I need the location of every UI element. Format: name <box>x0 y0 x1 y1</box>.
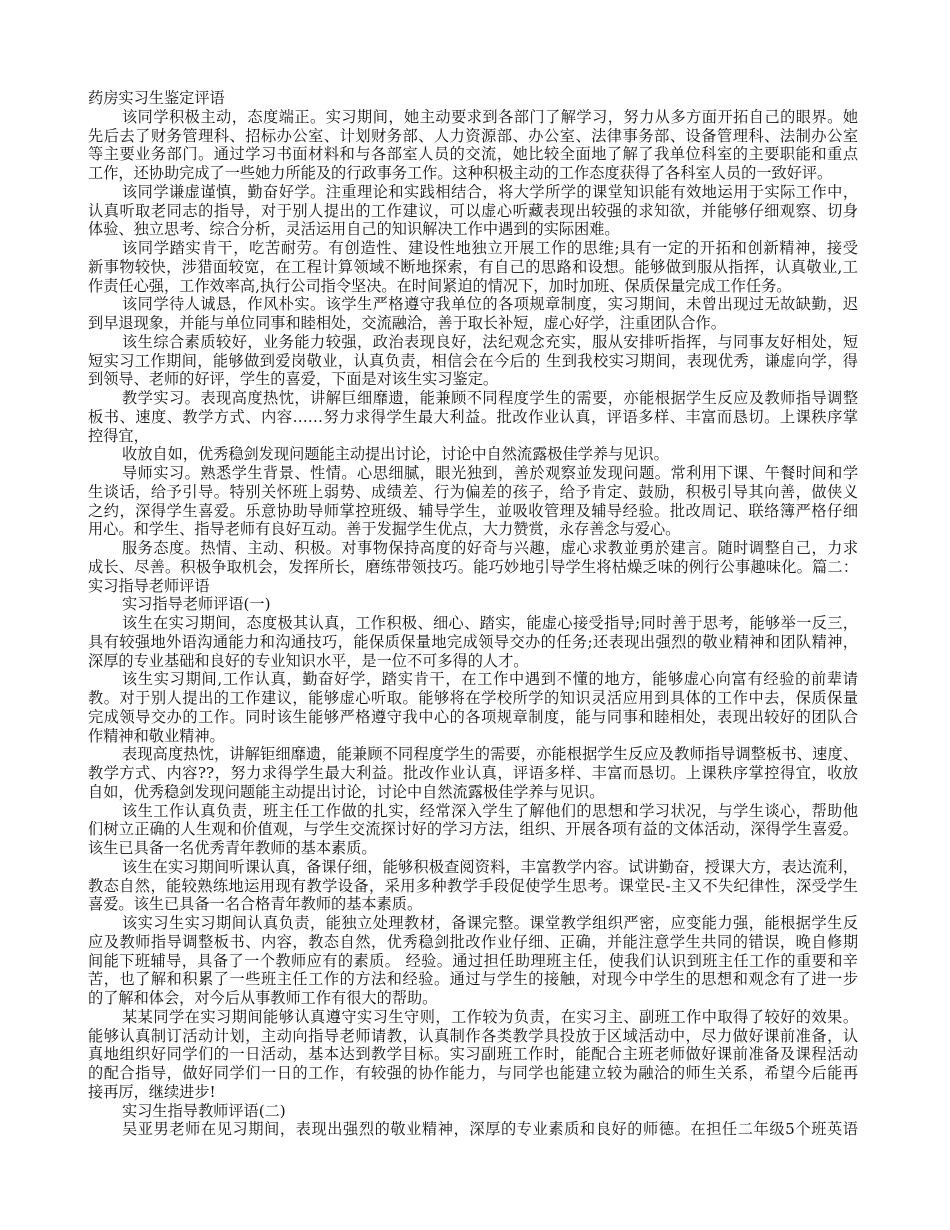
text-line: 该生在实习期间，态度极其认真，工作积极、细心、踏实，能虚心接受指导;同时善于思考，能够举一反三， <box>122 614 858 632</box>
paragraph <box>88 389 858 445</box>
paragraph <box>88 464 858 539</box>
text-line: 教学实习。表现高度热忱，讲解巨细靡遗，能兼顾不同程度学生的需要，亦能根据学生反应及教师指导调整 <box>122 389 858 407</box>
text-line: 该同学谦虚谨慎，勤奋好学。注重理论和实践相结合，将大学所学的课堂知识能有效地运用于实际工作中， <box>122 182 858 201</box>
text-line: 的了解和体会，对今后从事教师工作有很大的帮助。 <box>88 989 438 1007</box>
text-line: 该生在实习期间听课认真，备课仔细，能够积极查阅资料，丰富教学内容。试讲勤奋，授课大方，表达流利， <box>122 857 858 876</box>
text-line: 之约，深得学生喜爱。乐意协助导师掌控班级、辅导学生，並吸收管理及辅导经验。批改周记、联络簿严格仔细 <box>88 501 858 520</box>
paragraph <box>88 108 858 183</box>
text-line: 生谈话，给予引导。特别关怀班上弱势、成绩差、行为偏差的孩子，给予肯定、鼓励，积极引导其向善，做侠义 <box>88 482 858 501</box>
text-line: 控得宜， <box>88 426 149 445</box>
paragraph <box>88 858 858 914</box>
text-line: 苦，也了解和积累了一些班主任工作的方法和经验。通过与学生的接触，对现今中学生的思想和观念有了进一步 <box>88 970 858 989</box>
text-line: 自如，优秀稳剑发现问题能主动提出讨论，讨论中自然流露极佳学养与见识。 <box>88 782 605 801</box>
paragraph <box>88 445 858 464</box>
text-line: 吴亚男老师在见习期间，表现出强烈的敬业精神，深厚的专业素质和良好的师德。在担任二年级5个班英语 <box>122 1120 858 1139</box>
paragraph <box>88 333 858 389</box>
document-body <box>88 89 858 1139</box>
text-line: 工作，还协助完成了一些她力所能及的行政事务工作。这种积极主动的工作态度获得了各科室人员的一致好评。 <box>88 164 833 182</box>
text-line: 能够认真制订活动计划，主动向指导老师请教，认真制作各类教学具投放于区域活动中，尽力做好课前准备，认 <box>88 1026 858 1045</box>
text-line: 实习指导老师评语(一) <box>122 595 271 614</box>
text-line: 具有较强地外语沟通能力和沟通技巧，能保质保量地完成领导交办的任务;还表现出强烈的敬业精神和团队精神， <box>88 632 858 651</box>
paragraph <box>88 1008 858 1102</box>
text-line: 表现高度热忱，讲解钜细靡遗，能兼顾不同程度学生的需要，亦能根据学生反应及教师指导调整板书、速度、 <box>122 745 858 764</box>
text-line: 实习生指导教师评语(二) <box>122 1101 286 1120</box>
text-line: 完成领导交办的工作。同时该生能够严格遵守我中心的各项规章制度，能与同事和睦相处，表现出较好的团队合 <box>88 707 858 726</box>
document-title <box>88 89 858 108</box>
text-line: 教。对于别人提出的工作建议，能够虚心听取。能够将在学校所学的知识灵活应用到具体的工作中去，保质保量 <box>88 689 858 707</box>
text-line: 间能下班辅导，具备了一个教师应有的素质。 经验。通过担任助理班主任，使我们认识到班主任工作的重要和辛 <box>88 951 858 970</box>
text-line: 认真听取老同志的指导，对于别人提出的工作建议，可以虚心听藏表现出较强的求知欲，并能够仔细观察、切身 <box>88 201 858 220</box>
text-line: 作责任心强，工作效率高,执行公司指令坚决。在时间紧迫的情况下，加时加班、保质保量完成工作任务。 <box>88 276 792 295</box>
text-line: 该实习生实习期间认真负责，能独立处理教材，备课完整。课堂教学组织严密，应变能力强，能根据学生反 <box>122 914 858 932</box>
text-line: 先后去了财务管理科、招标办公室、计划财务部、人力资源部、办公室、法律事务部、设备管理科、法制办公室 <box>88 126 858 145</box>
paragraph <box>88 183 858 239</box>
text-line: 该同学积极主动，态度端正。实习期间，她主动要求到各部门了解学习，努力从多方面开拓自己的眼界。她 <box>122 107 858 126</box>
text-line: 导师实习。熟悉学生背景、性情。心思细腻，眼光独到，善於观察並发现问题。常利用下课、午餐时间和学 <box>122 464 858 482</box>
text-line: 服务态度。热情、主动、积极。对事物保持高度的好奇与兴趣，虚心求教並勇於建言。随时调整自己，力求 <box>122 539 858 557</box>
paragraph <box>88 802 858 858</box>
text-line: 体验、独立思考、综合分析，灵活运用自己的知识解决工作中遇到的实际困难。 <box>88 220 620 239</box>
paragraph <box>88 239 858 295</box>
text-line: 到领导、老师的好评，学生的喜爱，下面是对该生实习鉴定。 <box>88 370 499 389</box>
text-line: 实习指导老师评语 <box>88 576 210 595</box>
text-line: 等主要业务部门。通过学习书面材料和与各部室人员的交流，她比较全面地了解了我单位科室的主要职能和重点 <box>88 145 858 164</box>
text-line: 该生已具备一名优秀青年教师的基本素质。 <box>88 839 377 857</box>
text-line: 喜爱。该生已具备一名合格青年教师的基本素质。 <box>88 895 423 914</box>
text-line: 应及教师指导调整板书、内容，教态自然，优秀稳剑批改作业仔细、正确，并能注意学生共同的错误，晚自修期 <box>88 932 858 951</box>
paragraph <box>88 1120 858 1139</box>
section-heading <box>88 1102 858 1121</box>
text-line: 接再厉，继续进步! <box>88 1082 216 1101</box>
text-line: 作精神和敬业精神。 <box>88 726 225 745</box>
text-line: 真地组织好同学们的一日活动，基本达到教学目标。实习副班工作时，能配合主班老师做好课前准备及课程活动 <box>88 1045 858 1064</box>
paragraph <box>88 914 858 1008</box>
text-line: 该生工作认真负责，班主任工作做的扎实，经常深入学生了解他们的思想和学习状况，与学生谈心，帮助他 <box>122 801 858 820</box>
text-line: 教态自然，能较熟练地运用现有教学设备，采用多种教学手段促使学生思考。课堂民-主又不失纪律性，深受学生 <box>88 876 858 895</box>
paragraph <box>88 295 858 333</box>
paragraph <box>88 745 858 801</box>
text-line: 板书、速度、教学方式、内容……努力求得学生最大利益。批改作业认真，评语多样、丰富而恳切。上课秩序掌 <box>88 407 858 426</box>
section-heading <box>88 595 858 614</box>
text-line: 到早退现象，并能与单位同事和睦相处，交流融洽，善于取长补短，虚心好学，注重团队合作。 <box>88 314 726 332</box>
text-line: 收放自如，优秀稳剑发现问题能主动提出讨论，讨论中自然流露极佳学养与见识。 <box>122 445 669 464</box>
text-line: 短实习工作期间，能够做到爱岗敬业，认真负责，相信会在今后的 生到我校实习期间，表现优秀，谦虚向学，得 <box>88 351 858 370</box>
text-line: 某某同学在实习期间能够认真遵守实习生守则，工作较为负责，在实习主、副班工作中取得了较好的效果。 <box>122 1007 858 1026</box>
text-line: 深厚的专业基础和良好的专业知识水平，是一位不可多得的人才。 <box>88 651 529 670</box>
text-line: 教学方式、内容??，努力求得学生最大利益。批改作业认真，评语多样、丰富而恳切。上课秩序掌控得宜，收放 <box>88 764 858 782</box>
text-line: 药房实习生鉴定评语 <box>88 89 225 107</box>
text-line: 该同学踏实肯干，吃苦耐劳。有创造性、建设性地独立开展工作的思维;具有一定的开拓和创新精神，接受 <box>122 239 858 257</box>
text-line: 用心。和学生、指导老师有良好互动。善于发掘学生优点，大力赞赏，永存善念与爱心。 <box>88 520 681 539</box>
text-line: 的配合指导，做好同学们一日的工作，有较强的协作能力，与同学也能建立较为融洽的师生关系，希望今后能再 <box>88 1064 858 1082</box>
paragraph <box>88 670 858 745</box>
paragraph <box>88 614 858 670</box>
paragraph <box>88 539 858 595</box>
text-line: 成长、尽善。积极争取机会，发挥所长，磨练带领技巧。能巧妙地引导学生将枯燥乏味的例行公事趣味化。篇二： <box>88 557 858 576</box>
text-line: 该同学待人诚恳，作风朴实。该学生严格遵守我单位的各项规章制度，实习期间，未曾出现过无故缺勤，迟 <box>122 295 858 314</box>
text-line: 新事物较快，涉猎面较宽，在工程计算领域不断地探索，有自己的思路和设想。能够做到服从指挥，认真敬业,工 <box>88 257 858 276</box>
text-line: 该生实习期间,工作认真，勤奋好学，踏实肯干，在工作中遇到不懂的地方，能够虚心向富有经验的前辈请 <box>122 670 858 689</box>
text-line: 该生综合素质较好，业务能力较强，政治表现良好，法纪观念充实，服从安排听指挥，与同事友好相处，短 <box>122 332 858 351</box>
text-line: 们树立正确的人生观和价值观，与学生交流探讨好的学习方法，组织、开展各项有益的文体活动，深得学生喜爱。 <box>88 820 858 839</box>
